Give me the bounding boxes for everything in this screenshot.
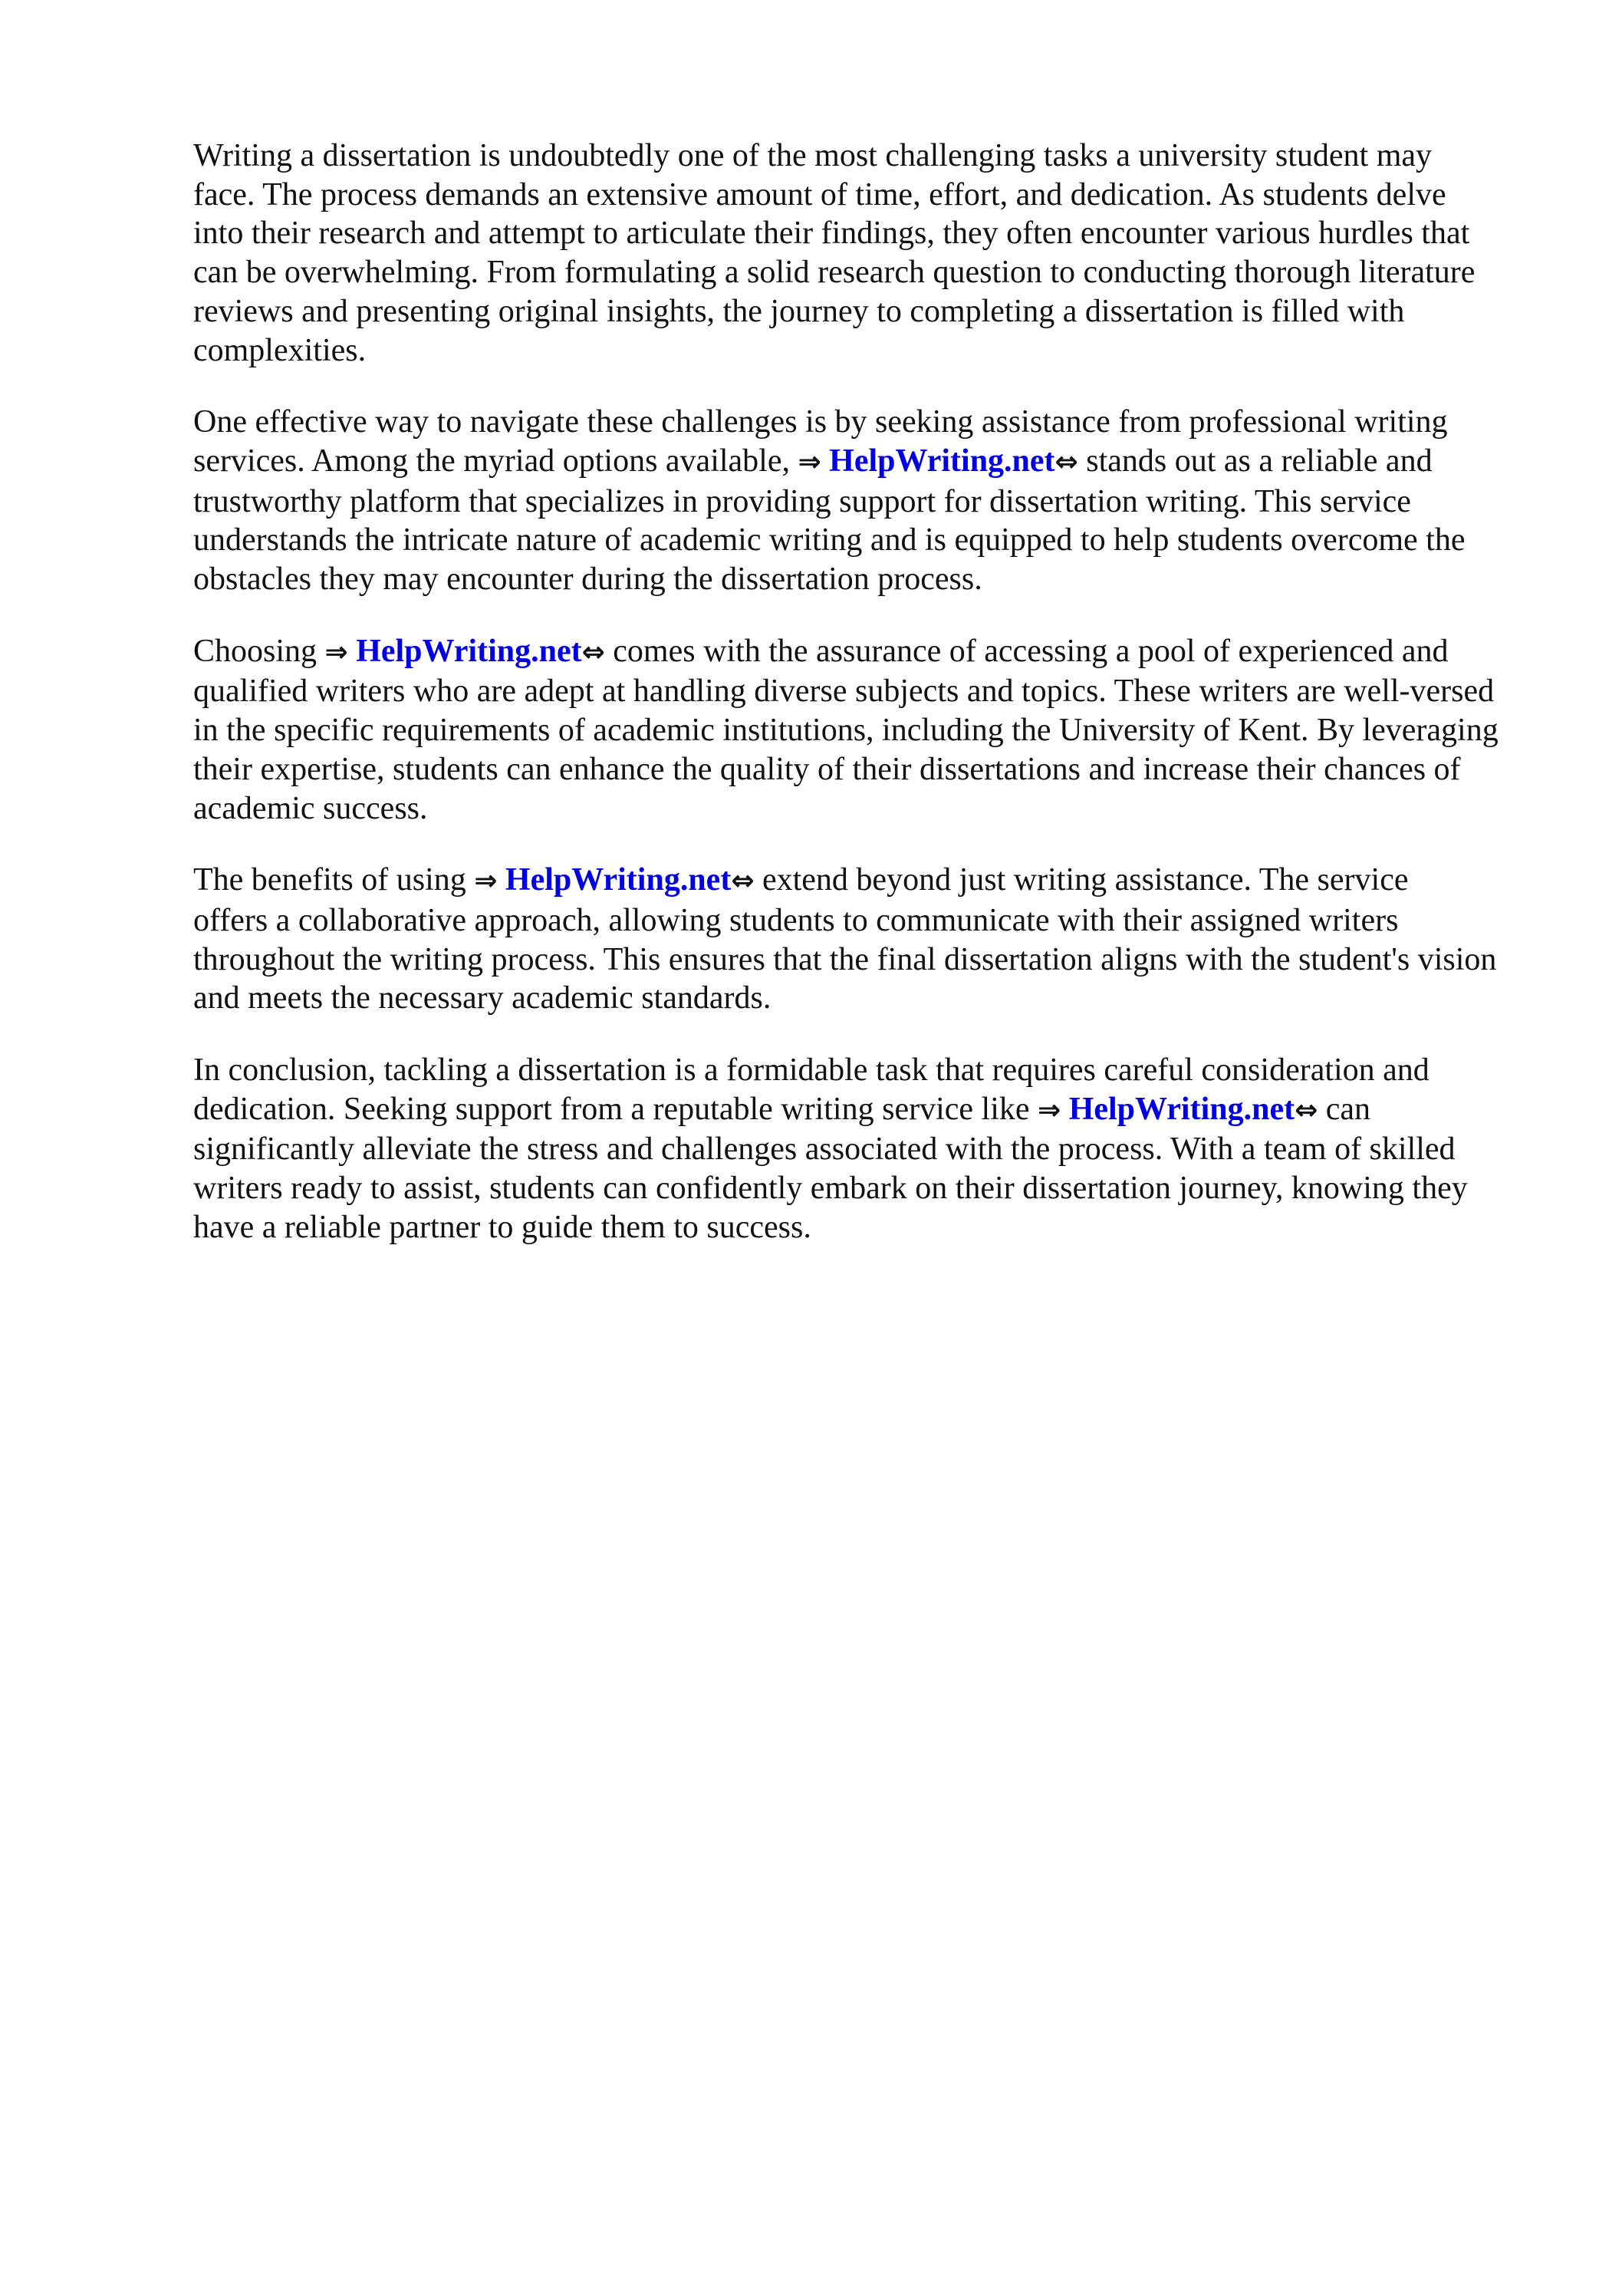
text-segment: throughout the writing process. This ensures that the final dissertation aligns with the student's vision [193,941,1497,977]
text-segment: dedication. Seeking support from a reputable writing service like [193,1091,1038,1127]
text-segment: their expertise, students can enhance the quality of their dissertations and increase their chances of [193,751,1461,787]
text-line [193,214,1543,253]
text-line [193,632,1543,673]
arrow-right-icon: ⇒ [324,636,348,668]
text-line [193,1090,1543,1131]
text-line [193,789,1543,828]
text-segment: services. Among the myriad options available, [193,443,798,479]
text-segment: understands the intricate nature of academic writing and is equipped to help students overcome the [193,522,1466,558]
text-segment: Writing a dissertation is undoubtedly one of the most challenging tasks a university student may [193,138,1433,173]
text-line [193,1130,1543,1169]
text-line [193,253,1543,292]
arrow-right-icon: ⇒ [474,865,498,898]
text-segment: One effective way to navigate these challenges is by seeking assistance from professional writing [193,404,1448,440]
arrow-both-icon: ⇔ [1295,1094,1318,1126]
text-segment: extend beyond just writing assistance. The service [754,862,1409,898]
text-line [193,940,1543,980]
text-line [193,292,1543,331]
arrow-both-icon: ⇔ [731,865,755,898]
text-line [193,1208,1543,1247]
text-segment: have a reliable partner to guide them to success. [193,1209,811,1245]
paragraph [193,137,1543,370]
text-line [193,331,1543,371]
text-segment: can be overwhelming. From formulating a solid research question to conducting thorough literature [193,255,1476,291]
paragraph [193,1051,1543,1247]
text-segment: In conclusion, tackling a dissertation is a formidable task that requires careful consideration and [193,1052,1430,1089]
arrow-both-icon: ⇔ [1054,446,1078,478]
text-segment: comes with the assurance of accessing a pool of experienced and [604,633,1449,669]
text-line [193,483,1543,522]
text-segment: qualified writers who are adept at handling diverse subjects and topics. These writers are well-versed [193,674,1495,710]
helpwriting-link[interactable]: HelpWriting.net [505,862,732,898]
helpwriting-link[interactable]: HelpWriting.net [356,633,582,669]
arrow-right-icon: ⇒ [798,446,821,478]
text-segment: significantly alleviate the stress and challenges associated with the process. With a team of skilled [193,1132,1456,1168]
text-segment: reviews and presenting original insights, the journey to completing a dissertation is filled with [193,293,1405,329]
text-line [193,901,1543,940]
text-segment: and meets the necessary academic standards. [193,980,772,1016]
text-segment: can [1318,1091,1371,1127]
text-segment: Choosing [193,633,325,669]
helpwriting-link[interactable]: HelpWriting.net [829,443,1055,479]
text-segment: complexities. [193,332,367,368]
text-segment: academic success. [193,790,428,826]
helpwriting-link[interactable]: HelpWriting.net [1068,1091,1295,1127]
text-segment: trustworthy platform that specializes in providing support for dissertation writing. This service [193,483,1411,519]
paragraph [193,403,1543,599]
text-line [193,750,1543,789]
text-line [193,861,1543,901]
text-line [193,1169,1543,1208]
text-line [193,521,1543,560]
text-line [193,137,1543,176]
arrow-both-icon: ⇔ [581,636,605,668]
text-segment: face. The process demands an extensive amount of time, effort, and dedication. As students delve [193,176,1446,212]
text-line [193,979,1543,1018]
text-line [193,1051,1543,1090]
text-segment: in the specific requirements of academic institutions, including the University of Kent. By leveraging [193,713,1499,749]
text-line [193,672,1543,711]
text-segment: offers a collaborative approach, allowing students to communicate with their assigned writers [193,902,1399,938]
text-segment: obstacles they may encounter during the dissertation process. [193,562,982,598]
document-body [193,137,1543,1280]
text-line [193,711,1543,750]
text-line [193,442,1543,483]
text-line [193,403,1543,442]
arrow-right-icon: ⇒ [1038,1094,1061,1126]
text-segment: into their research and attempt to articulate their findings, they often encounter various hurdles that [193,216,1470,252]
text-segment: The benefits of using [193,862,475,898]
text-line [193,560,1543,599]
text-segment: writers ready to assist, students can confidently embark on their dissertation journey, knowing they [193,1171,1468,1207]
paragraph [193,861,1543,1018]
text-segment: stands out as a reliable and [1077,443,1433,479]
text-line [193,176,1543,215]
paragraph [193,632,1543,828]
